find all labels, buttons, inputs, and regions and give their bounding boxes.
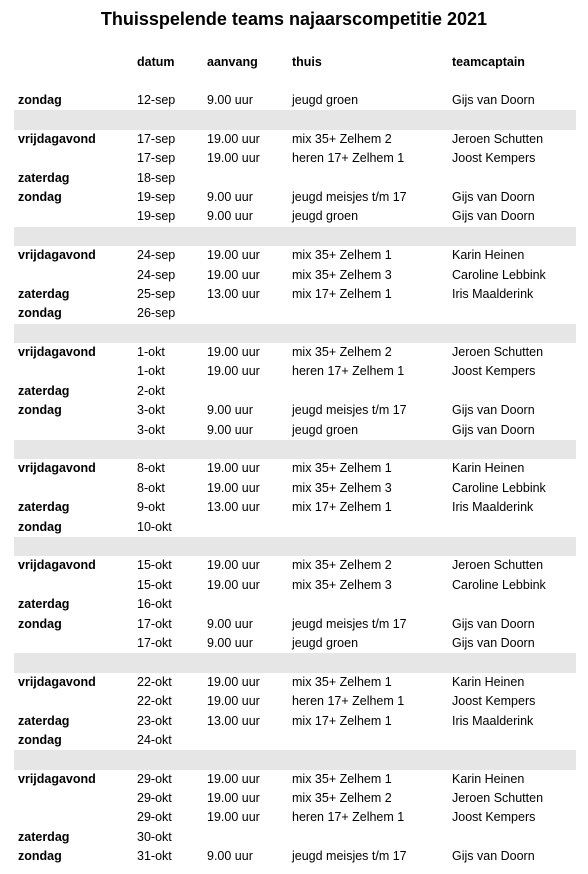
home-team-cell: mix 35+ Zelhem 2 xyxy=(292,791,392,806)
date-cell: 23-okt xyxy=(137,713,172,728)
table-row xyxy=(0,246,588,265)
date-cell: 29-okt xyxy=(137,771,172,786)
captain-cell: Gijs van Doorn xyxy=(452,635,535,650)
time-cell: 9.00 uur xyxy=(207,635,253,650)
day-cell: vrijdagavond xyxy=(18,248,96,263)
home-team-cell: mix 35+ Zelhem 2 xyxy=(292,558,392,573)
home-team-cell: jeugd meisjes t/m 17 xyxy=(292,849,407,864)
captain-cell: Gijs van Doorn xyxy=(452,403,535,418)
date-cell: 25-sep xyxy=(137,286,176,301)
table-row xyxy=(0,479,588,498)
home-team-cell: mix 17+ Zelhem 1 xyxy=(292,286,392,301)
captain-cell: Gijs van Doorn xyxy=(452,189,535,204)
date-cell: 1-okt xyxy=(137,364,165,379)
header-home: thuis xyxy=(292,55,322,69)
time-cell: 9.00 uur xyxy=(207,616,253,631)
table-row xyxy=(0,673,588,692)
table-row xyxy=(0,595,588,614)
captain-cell: Joost Kempers xyxy=(452,151,536,166)
home-team-cell: mix 35+ Zelhem 2 xyxy=(292,345,392,360)
day-cell: vrijdagavond xyxy=(18,771,96,786)
date-cell: 8-okt xyxy=(137,461,165,476)
date-cell: 29-okt xyxy=(137,791,172,806)
header-captain: teamcaptain xyxy=(452,55,525,69)
day-cell: zaterdag xyxy=(18,383,70,398)
time-cell: 19.00 uur xyxy=(207,364,260,379)
table-row xyxy=(0,518,588,537)
time-cell: 9.00 uur xyxy=(207,189,253,204)
date-cell: 12-sep xyxy=(137,93,176,107)
home-team-cell: mix 35+ Zelhem 1 xyxy=(292,248,392,263)
home-team-cell: mix 35+ Zelhem 3 xyxy=(292,577,392,592)
date-cell: 17-sep xyxy=(137,151,176,166)
week-separator xyxy=(14,227,576,246)
captain-cell: Jeroen Schutten xyxy=(452,131,544,146)
date-cell: 18-sep xyxy=(137,170,176,185)
home-team-cell: mix 35+ Zelhem 3 xyxy=(292,267,392,282)
week-separator xyxy=(14,653,576,672)
time-cell: 13.00 uur xyxy=(207,286,260,301)
day-cell: zaterdag xyxy=(18,500,70,515)
week-separator xyxy=(14,750,576,769)
table-row xyxy=(0,285,588,304)
captain-cell: Caroline Lebbink xyxy=(452,480,546,495)
home-team-cell: heren 17+ Zelhem 1 xyxy=(292,364,405,379)
table-row xyxy=(0,91,588,110)
captain-cell: Jeroen Schutten xyxy=(452,791,544,806)
time-cell: 9.00 uur xyxy=(207,93,253,107)
home-team-cell: mix 35+ Zelhem 1 xyxy=(292,771,392,786)
time-cell: 19.00 uur xyxy=(207,248,260,263)
captain-cell: Iris Maalderink xyxy=(452,500,534,515)
table-row xyxy=(0,401,588,420)
time-cell: 19.00 uur xyxy=(207,131,260,146)
captain-cell: Iris Maalderink xyxy=(452,713,534,728)
captain-cell: Karin Heinen xyxy=(452,771,525,786)
home-team-cell: heren 17+ Zelhem 1 xyxy=(292,810,405,825)
table-row xyxy=(0,808,588,827)
time-cell: 19.00 uur xyxy=(207,577,260,592)
home-team-cell: jeugd groen xyxy=(292,93,359,107)
home-team-cell: mix 35+ Zelhem 2 xyxy=(292,131,392,146)
day-cell: zondag xyxy=(18,732,62,747)
captain-cell: Caroline Lebbink xyxy=(452,267,546,282)
table-row xyxy=(0,789,588,808)
home-team-cell: mix 17+ Zelhem 1 xyxy=(292,500,392,515)
schedule-table xyxy=(0,91,588,867)
date-cell: 31-okt xyxy=(137,849,172,864)
captain-cell: Jeroen Schutten xyxy=(452,345,544,360)
home-team-cell: jeugd groen xyxy=(292,635,359,650)
day-cell: zaterdag xyxy=(18,597,70,612)
header-date: datum xyxy=(137,55,175,69)
table-row xyxy=(0,634,588,653)
time-cell: 19.00 uur xyxy=(207,558,260,573)
date-cell: 15-okt xyxy=(137,577,172,592)
table-row xyxy=(0,459,588,478)
day-cell: zondag xyxy=(18,519,62,534)
date-cell: 24-sep xyxy=(137,248,176,263)
day-cell: zaterdag xyxy=(18,170,70,185)
table-row xyxy=(0,188,588,207)
date-cell: 2-okt xyxy=(137,383,165,398)
captain-cell: Gijs van Doorn xyxy=(452,93,535,107)
time-cell: 9.00 uur xyxy=(207,209,253,224)
table-row xyxy=(0,266,588,285)
home-team-cell: mix 35+ Zelhem 3 xyxy=(292,480,392,495)
day-cell: vrijdagavond xyxy=(18,345,96,360)
day-cell: vrijdagavond xyxy=(18,674,96,689)
captain-cell: Joost Kempers xyxy=(452,364,536,379)
time-cell: 19.00 uur xyxy=(207,694,260,709)
captain-cell: Gijs van Doorn xyxy=(452,616,535,631)
time-cell: 19.00 uur xyxy=(207,267,260,282)
home-team-cell: jeugd meisjes t/m 17 xyxy=(292,403,407,418)
captain-cell: Jeroen Schutten xyxy=(452,558,544,573)
table-row xyxy=(0,343,588,362)
table-row xyxy=(0,615,588,634)
time-cell: 19.00 uur xyxy=(207,771,260,786)
table-row xyxy=(0,731,588,750)
home-team-cell: jeugd groen xyxy=(292,422,359,437)
date-cell: 22-okt xyxy=(137,694,172,709)
day-cell: zaterdag xyxy=(18,286,70,301)
day-cell: vrijdagavond xyxy=(18,558,96,573)
date-cell: 24-sep xyxy=(137,267,176,282)
day-cell: vrijdagavond xyxy=(18,461,96,476)
time-cell: 9.00 uur xyxy=(207,849,253,864)
home-team-cell: jeugd meisjes t/m 17 xyxy=(292,189,407,204)
day-cell: zaterdag xyxy=(18,713,70,728)
day-cell: zondag xyxy=(18,849,62,864)
date-cell: 24-okt xyxy=(137,732,172,747)
date-cell: 26-sep xyxy=(137,306,176,321)
day-cell: zaterdag xyxy=(18,829,70,844)
day-cell: zondag xyxy=(18,616,62,631)
home-team-cell: heren 17+ Zelhem 1 xyxy=(292,151,405,166)
table-row xyxy=(0,130,588,149)
table-row xyxy=(0,304,588,323)
table-row xyxy=(0,692,588,711)
time-cell: 13.00 uur xyxy=(207,500,260,515)
home-team-cell: mix 17+ Zelhem 1 xyxy=(292,713,392,728)
week-separator xyxy=(14,440,576,459)
captain-cell: Gijs van Doorn xyxy=(452,422,535,437)
day-cell: zondag xyxy=(18,93,62,107)
table-row xyxy=(0,421,588,440)
week-separator xyxy=(14,537,576,556)
table-row xyxy=(0,576,588,595)
time-cell: 19.00 uur xyxy=(207,674,260,689)
captain-cell: Iris Maalderink xyxy=(452,286,534,301)
time-cell: 19.00 uur xyxy=(207,791,260,806)
date-cell: 17-sep xyxy=(137,131,176,146)
table-row xyxy=(0,169,588,188)
captain-cell: Gijs van Doorn xyxy=(452,849,535,864)
date-cell: 22-okt xyxy=(137,674,172,689)
table-row xyxy=(0,498,588,517)
home-team-cell: mix 35+ Zelhem 1 xyxy=(292,461,392,476)
time-cell: 19.00 uur xyxy=(207,345,260,360)
week-separator xyxy=(14,324,576,343)
date-cell: 3-okt xyxy=(137,403,165,418)
captain-cell: Joost Kempers xyxy=(452,694,536,709)
time-cell: 19.00 uur xyxy=(207,151,260,166)
table-header xyxy=(0,53,588,72)
day-cell: vrijdagavond xyxy=(18,131,96,146)
time-cell: 9.00 uur xyxy=(207,403,253,418)
date-cell: 17-okt xyxy=(137,635,172,650)
date-cell: 3-okt xyxy=(137,422,165,437)
date-cell: 30-okt xyxy=(137,829,172,844)
captain-cell: Karin Heinen xyxy=(452,248,525,263)
day-cell: zondag xyxy=(18,306,62,321)
date-cell: 17-okt xyxy=(137,616,172,631)
table-row xyxy=(0,362,588,381)
time-cell: 19.00 uur xyxy=(207,810,260,825)
captain-cell: Caroline Lebbink xyxy=(452,577,546,592)
date-cell: 8-okt xyxy=(137,480,165,495)
home-team-cell: jeugd groen xyxy=(292,209,359,224)
table-row xyxy=(0,207,588,226)
date-cell: 19-sep xyxy=(137,189,176,204)
table-row xyxy=(0,828,588,847)
home-team-cell: heren 17+ Zelhem 1 xyxy=(292,694,405,709)
date-cell: 9-okt xyxy=(137,500,165,515)
date-cell: 1-okt xyxy=(137,345,165,360)
time-cell: 13.00 uur xyxy=(207,713,260,728)
week-separator xyxy=(14,110,576,129)
time-cell: 19.00 uur xyxy=(207,480,260,495)
time-cell: 19.00 uur xyxy=(207,461,260,476)
page-title: Thuisspelende teams najaarscompetitie 2021 xyxy=(100,9,488,29)
day-cell: zondag xyxy=(18,189,62,204)
day-cell: zondag xyxy=(18,403,62,418)
captain-cell: Karin Heinen xyxy=(452,674,525,689)
captain-cell: Gijs van Doorn xyxy=(452,209,535,224)
time-cell: 9.00 uur xyxy=(207,422,253,437)
table-row xyxy=(0,770,588,789)
table-row xyxy=(0,382,588,401)
table-row xyxy=(0,149,588,168)
date-cell: 19-sep xyxy=(137,209,176,224)
table-row xyxy=(0,847,588,866)
captain-cell: Karin Heinen xyxy=(452,461,525,476)
table-row xyxy=(0,712,588,731)
home-team-cell: mix 35+ Zelhem 1 xyxy=(292,674,392,689)
date-cell: 10-okt xyxy=(137,519,172,534)
date-cell: 16-okt xyxy=(137,597,172,612)
header-time: aanvang xyxy=(207,55,258,69)
table-row xyxy=(0,556,588,575)
captain-cell: Joost Kempers xyxy=(452,810,536,825)
date-cell: 29-okt xyxy=(137,810,172,825)
home-team-cell: jeugd meisjes t/m 17 xyxy=(292,616,407,631)
date-cell: 15-okt xyxy=(137,558,172,573)
